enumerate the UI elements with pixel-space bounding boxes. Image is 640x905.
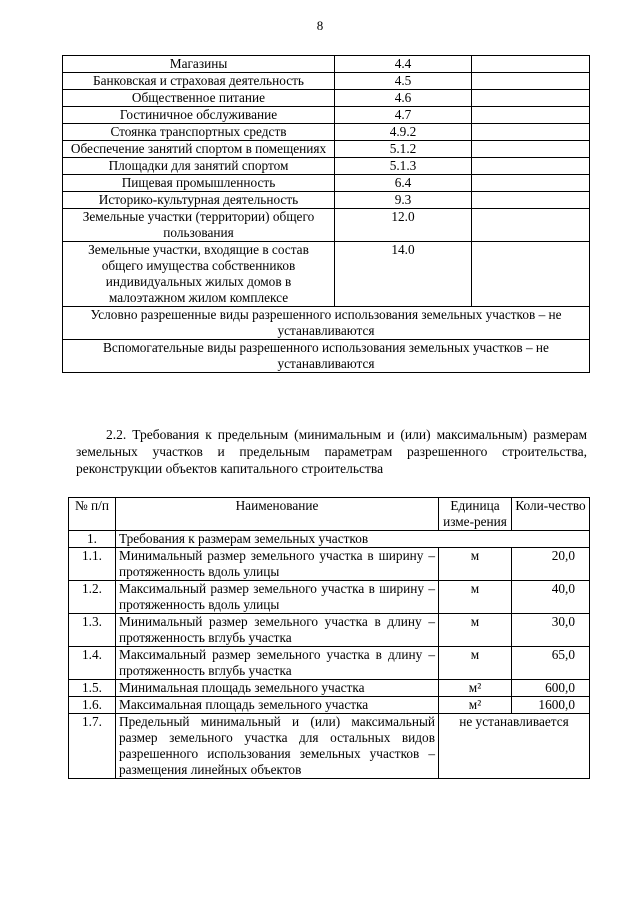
- use-name-cell: Историко-культурная деятельность: [63, 192, 335, 209]
- use-name-cell: Пищевая промышленность: [63, 175, 335, 192]
- permitted-uses-table: [62, 55, 590, 373]
- param-qty-cell: 65,0: [512, 647, 590, 680]
- param-num-cell: 1.3.: [69, 614, 116, 647]
- page-number: 8: [316, 18, 324, 33]
- table-header-row: [69, 498, 590, 531]
- use-extra-cell: [472, 192, 590, 209]
- use-extra-cell: [472, 175, 590, 192]
- section-row: [69, 531, 590, 548]
- param-unit-cell: м: [439, 548, 512, 581]
- section-num: 1.: [69, 531, 116, 548]
- use-extra-cell: [472, 73, 590, 90]
- param-unit-cell: м: [439, 581, 512, 614]
- param-qty-cell: 20,0: [512, 548, 590, 581]
- parameters-body: [69, 531, 590, 779]
- table-row: [63, 242, 590, 307]
- use-code-cell: 4.6: [335, 90, 472, 107]
- auxiliary-note: Вспомогательные виды разрешенного использования земельных участков – не устанавливаются: [63, 340, 590, 373]
- use-extra-cell: [472, 141, 590, 158]
- param-num-cell: 1.4.: [69, 647, 116, 680]
- use-code-cell: 12.0: [335, 209, 472, 242]
- use-name-cell: Гостиничное обслуживание: [63, 107, 335, 124]
- table-row: [63, 158, 590, 175]
- note-row: [63, 307, 590, 340]
- use-code-cell: 6.4: [335, 175, 472, 192]
- table-row: [63, 175, 590, 192]
- use-code-cell: 4.7: [335, 107, 472, 124]
- param-num-cell: 1.2.: [69, 581, 116, 614]
- param-unit-cell: м: [439, 614, 512, 647]
- table-row: [69, 714, 590, 779]
- table-row: [69, 697, 590, 714]
- use-name-cell: Земельные участки, входящие в состав общего имущества собственников индивидуальных жилых домов в малоэтажном жилом комплексе: [63, 242, 335, 307]
- section-name: Требования к размерам земельных участков: [116, 531, 590, 548]
- use-name-cell: Общественное питание: [63, 90, 335, 107]
- param-qty-cell: 600,0: [512, 680, 590, 697]
- permitted-uses-body: [63, 56, 590, 373]
- param-name-cell: Минимальный размер земельного участка в длину – протяженность вглубь участка: [116, 614, 439, 647]
- conditional-note: Условно разрешенные виды разрешенного использования земельных участков – не устанавливаются: [63, 307, 590, 340]
- use-extra-cell: [472, 107, 590, 124]
- table-row: [69, 680, 590, 697]
- param-name-cell: Максимальный размер земельного участка в ширину – протяженность вдоль улицы: [116, 581, 439, 614]
- param-qty-cell: 40,0: [512, 581, 590, 614]
- header-name: Наименование: [116, 498, 439, 531]
- use-name-cell: Площадки для занятий спортом: [63, 158, 335, 175]
- header-qty: Коли-чество: [512, 498, 590, 531]
- table-row: [69, 548, 590, 581]
- table-row: [63, 141, 590, 158]
- table-row: [63, 192, 590, 209]
- use-code-cell: 9.3: [335, 192, 472, 209]
- table-row: [69, 614, 590, 647]
- use-extra-cell: [472, 124, 590, 141]
- table-row: [63, 73, 590, 90]
- use-code-cell: 4.5: [335, 73, 472, 90]
- param-num-cell: 1.5.: [69, 680, 116, 697]
- paragraph-text: 2.2. Требования к предельным (минимальным и (или) максимальным) размерам земельных участков и предельным параметрам разрешенного строительства, реконструкции объектов капитального строительства: [76, 427, 587, 476]
- param-num-cell: 1.1.: [69, 548, 116, 581]
- use-name-cell: Земельные участки (территории) общего пользования: [63, 209, 335, 242]
- header-num: № п/п: [69, 498, 116, 531]
- section-paragraph: [76, 426, 587, 477]
- table-row: [63, 56, 590, 73]
- param-value-cell: не устанавливается: [439, 714, 590, 779]
- param-unit-cell: м²: [439, 697, 512, 714]
- header-unit: Единица изме-рения: [439, 498, 512, 531]
- use-code-cell: 4.9.2: [335, 124, 472, 141]
- param-num-cell: 1.7.: [69, 714, 116, 779]
- note-row: [63, 340, 590, 373]
- use-code-cell: 5.1.2: [335, 141, 472, 158]
- param-num-cell: 1.6.: [69, 697, 116, 714]
- param-name-cell: Минимальный размер земельного участка в ширину – протяженность вдоль улицы: [116, 548, 439, 581]
- table-row: [63, 209, 590, 242]
- parameters-table: [68, 497, 590, 779]
- param-qty-cell: 30,0: [512, 614, 590, 647]
- use-extra-cell: [472, 56, 590, 73]
- use-name-cell: Магазины: [63, 56, 335, 73]
- param-name-cell: Максимальный размер земельного участка в длину – протяженность вглубь участка: [116, 647, 439, 680]
- use-code-cell: 14.0: [335, 242, 472, 307]
- use-extra-cell: [472, 90, 590, 107]
- use-name-cell: Стоянка транспортных средств: [63, 124, 335, 141]
- use-extra-cell: [472, 158, 590, 175]
- param-unit-cell: м²: [439, 680, 512, 697]
- param-name-cell: Предельный минимальный и (или) максимальный размер земельного участка для остальных видов разрешенного использования земельных участков – размещения линейных объектов: [116, 714, 439, 779]
- use-name-cell: Банковская и страховая деятельность: [63, 73, 335, 90]
- use-extra-cell: [472, 209, 590, 242]
- param-name-cell: Максимальная площадь земельного участка: [116, 697, 439, 714]
- param-unit-cell: м: [439, 647, 512, 680]
- use-code-cell: 5.1.3: [335, 158, 472, 175]
- use-code-cell: 4.4: [335, 56, 472, 73]
- use-name-cell: Обеспечение занятий спортом в помещениях: [63, 141, 335, 158]
- table-row: [69, 581, 590, 614]
- table-row: [63, 124, 590, 141]
- param-qty-cell: 1600,0: [512, 697, 590, 714]
- table-row: [69, 647, 590, 680]
- param-name-cell: Минимальная площадь земельного участка: [116, 680, 439, 697]
- table-row: [63, 90, 590, 107]
- table-row: [63, 107, 590, 124]
- use-extra-cell: [472, 242, 590, 307]
